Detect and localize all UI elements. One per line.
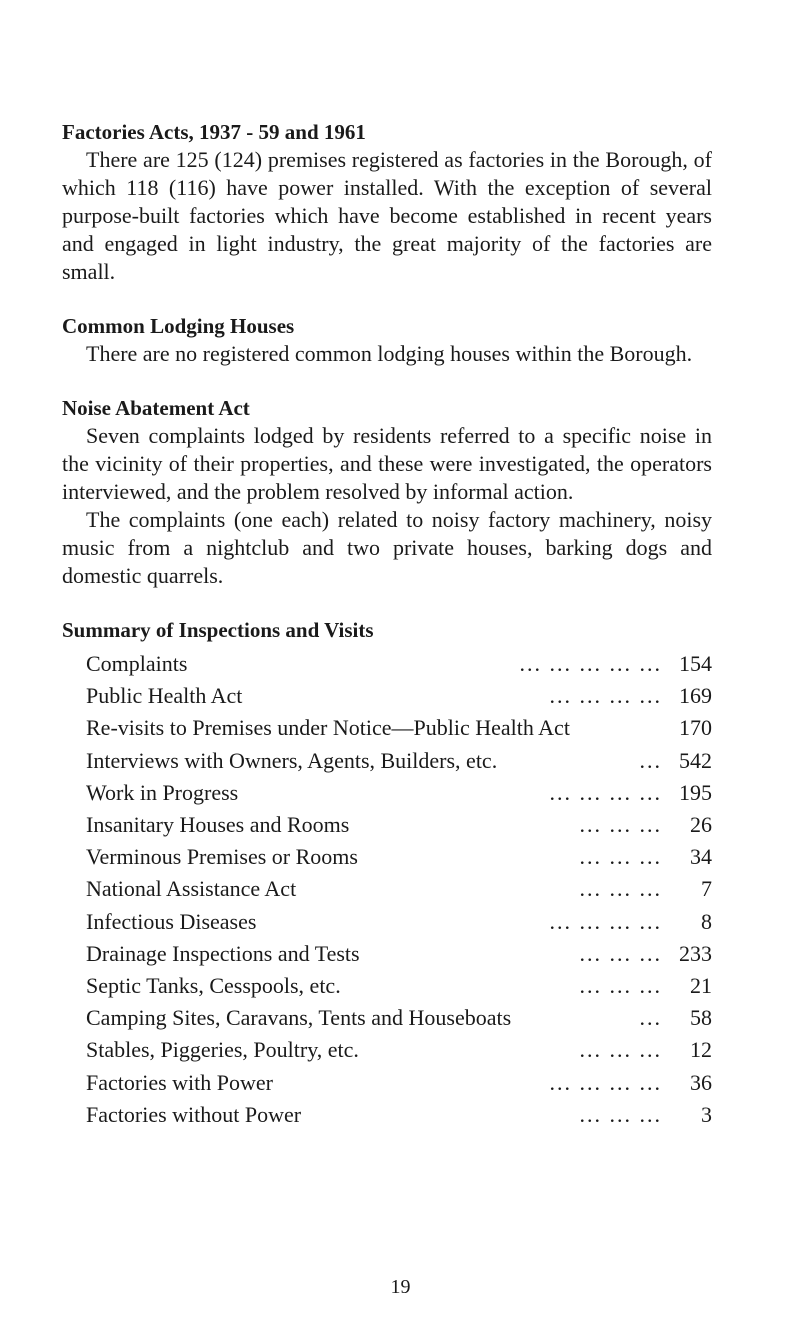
summary-row-value: 7 [701,876,712,902]
summary-row-label: Infectious Diseases [86,908,257,934]
summary-row-leader: ... ... ... ... [549,683,662,709]
summary-row-value: 36 [690,1069,712,1095]
summary-row [62,777,712,809]
lodging-paragraph: There are no registered common lodging houses within the Borough. [86,341,693,366]
summary-row-label: Interviews with Owners, Agents, Builders, etc. [86,747,498,773]
summary-row-label: Drainage Inspections and Tests [86,940,360,966]
summary-row-label: Stables, Piggeries, Poultry, etc. [86,1037,359,1063]
summary-row [62,1067,712,1099]
summary-row [62,745,712,777]
summary-row-value: 542 [679,747,712,773]
summary-row-value: 169 [679,683,712,709]
summary-row-value: 195 [679,779,712,805]
summary-row-value: 8 [701,908,712,934]
summary-row [62,648,712,680]
summary-row [62,1099,712,1131]
summary-row-leader: ... ... ... ... ... [519,651,662,676]
summary-row [62,809,712,841]
summary-row-value: 3 [701,1101,712,1127]
summary-row-leader: ... ... ... [579,812,662,838]
document-page [62,118,712,1131]
summary-row-label: Public Health Act [86,683,243,709]
summary-row-leader: ... ... ... ... [549,1069,662,1095]
page-number: 19 [390,1276,411,1298]
noise-paragraph-2: The complaints (one each) related to noisy factory machinery, noisy music from a nightclub and two private houses, barking dogs and domestic quarrels. [62,507,712,588]
summary-row-label: Verminous Premises or Rooms [86,844,358,870]
summary-row-value: 58 [690,1005,712,1031]
summary-row-value: 26 [690,812,712,838]
summary-row-leader: ... ... ... ... [549,779,662,805]
summary-row [62,712,712,744]
summary-row-value: 154 [679,651,712,676]
summary-table [62,648,712,1131]
summary-row-label: Factories with Power [86,1069,273,1095]
factories-heading: Factories Acts, 1937 - 59 and 1961 [62,120,366,144]
summary-row [62,841,712,873]
summary-row [62,970,712,1002]
summary-row-leader: ... [639,1005,662,1031]
summary-row-value: 34 [690,844,712,870]
summary-row [62,1034,712,1066]
summary-row-leader: ... ... ... [579,1037,662,1063]
summary-row-label: Factories without Power [86,1101,302,1127]
summary-row-leader: ... ... ... ... [549,908,662,934]
summary-row-leader: ... ... ... [579,973,662,999]
summary-row [62,680,712,712]
summary-row-leader: ... ... ... [579,1101,662,1127]
summary-row-label: Insanitary Houses and Rooms [86,812,350,838]
summary-row-value: 21 [690,973,712,999]
summary-row [62,873,712,905]
noise-paragraph-1: Seven complaints lodged by residents referred to a specific noise in the vicinity of their properties, and these were investigated, the operators interviewed, and the problem resolved by informal action. [62,423,712,504]
lodging-heading: Common Lodging Houses [62,314,295,338]
summary-row-label: Work in Progress [86,779,239,805]
summary-heading: Summary of Inspections and Visits [62,618,374,642]
summary-row-label: Complaints [86,651,188,676]
summary-row-leader: ... [639,747,662,773]
factories-paragraph: There are 125 (124) premises registered as factories in the Borough, of which 118 (116) have power installed. With the exception of several purpose-built factories which have become established in recent years and engaged in light industry, the great majority of the factories are small. [62,147,712,284]
summary-row-label: Camping Sites, Caravans, Tents and Houseboats [86,1005,512,1031]
summary-row-label: Septic Tanks, Cesspools, etc. [86,973,341,999]
summary-row [62,906,712,938]
summary-row-value: 170 [679,715,712,741]
summary-row-leader: ... ... ... [579,876,662,902]
noise-heading: Noise Abatement Act [62,396,250,420]
summary-row [62,938,712,970]
summary-row-label: Re-visits to Premises under Notice—Public Health Act [86,715,570,741]
summary-row-leader: ... ... ... [579,940,662,966]
summary-row-label: National Assistance Act [86,876,297,902]
summary-row-value: 12 [690,1037,712,1063]
summary-row [62,1002,712,1034]
summary-row-leader: ... ... ... [579,844,662,870]
summary-row-value: 233 [679,940,712,966]
